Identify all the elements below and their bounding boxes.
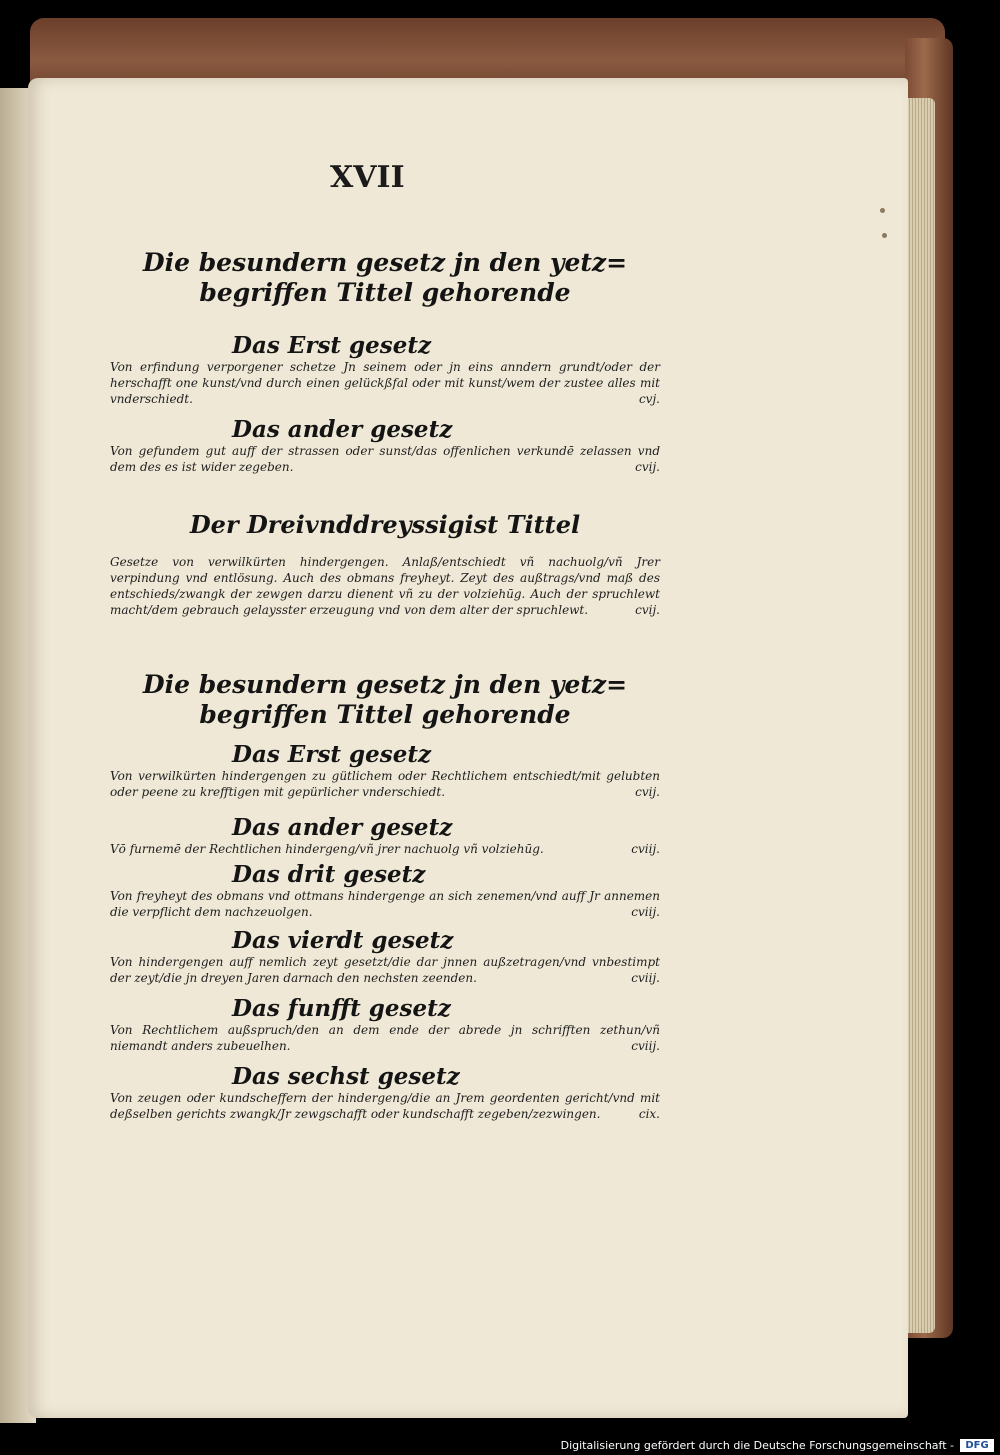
heading-line: Die besundern gesetz jn den yetz=	[142, 248, 628, 277]
law-text	[110, 954, 660, 986]
page-reference: cvij.	[631, 602, 660, 618]
page-reference: cvij.	[631, 459, 660, 475]
law-entry	[110, 928, 660, 986]
law-text	[110, 443, 660, 475]
law-entry	[110, 996, 660, 1054]
law-entry	[110, 333, 660, 407]
law-description: Von zeugen oder kundscheffern der hindergeng/die an Jrem geordenten gericht/vnd mit deßselben gerichts zwangk/Jr zewgschafft oder kundschafft zegeben/zezwingen.	[110, 1091, 660, 1121]
law-description: Vō furnemē der Rechtlichen hindergeng/vñ jrer nachuolg vñ volziehūg.	[110, 842, 544, 856]
heading-2	[110, 670, 660, 730]
law-description: Von verwilkürten hindergengen zu gütlichem oder Rechtlichem entschiedt/mit gelubten oder peene zu krefftigen mit gepürlicher vnderschiedt.	[110, 769, 660, 799]
law-description: Von gefundem gut auff der strassen oder sunst/das offenlichen verkundē zelassen vnd dem des es ist wider zegeben.	[110, 444, 660, 474]
page-reference: cviij.	[627, 970, 660, 986]
law-description: Von freyheyt des obmans vnd ottmans hindergenge an sich zenemen/vnd auff Jr annemen die verpflicht dem nachzeuolgen.	[110, 889, 660, 919]
law-description: Von erfindung verporgener schetze Jn seinem oder jn eins anndern grundt/oder der herschafft one kunst/vnd durch einen gelückßfal oder mit kunst/wem der zustee alles mit vnderschiedt.	[110, 360, 660, 406]
law-description: Von hindergengen auff nemlich zeyt gesetzt/die dar jnnen außzetragen/vnd vnbestimpt der zeyt/die jn dreyen Jaren darnach den nechsten zeenden.	[110, 955, 660, 985]
heading-line: begriffen Tittel gehorende	[199, 278, 571, 307]
page-reference: cvij.	[631, 784, 660, 800]
law-entry	[110, 815, 660, 857]
law-entry	[110, 862, 660, 920]
page-reference: cvj.	[635, 391, 660, 407]
section-33	[110, 510, 660, 618]
law-text	[110, 888, 660, 920]
law-entry	[110, 417, 660, 475]
law-title: Das ander gesetz	[232, 814, 453, 841]
paper-spot	[882, 233, 887, 238]
law-text	[110, 1090, 660, 1122]
law-title: Das drit gesetz	[232, 861, 426, 888]
law-title: Das Erst gesetz	[232, 741, 432, 768]
law-text	[110, 768, 660, 800]
law-title: Das Erst gesetz	[232, 332, 432, 359]
section-summary	[110, 554, 660, 618]
law-entry	[110, 1064, 660, 1122]
law-entry	[110, 742, 660, 800]
section-title: Der Dreivnddreyssigist Tittel	[189, 510, 581, 539]
dfg-logo: DFG	[960, 1439, 994, 1452]
law-text	[110, 1022, 660, 1054]
heading-1	[110, 248, 660, 308]
law-title: Das funfft gesetz	[232, 995, 451, 1022]
page-reference: cviij.	[627, 904, 660, 920]
paper-spot	[880, 208, 885, 213]
folio-number: XVII	[330, 160, 405, 195]
section-description: Gesetze von verwilkürten hindergengen. Anlaß/entschiedt vñ nachuolg/vñ Jrer verpindung vnd entlösung. Auch des obmans freyheyt. Zeyt des außtrags/vnd maß des entschieds/zwangk der zewgen darzu dienent vñ zu der volziehūg. Auch der spruchlewt macht/dem gebrauch gelaysster erzeugung vnd von dem alter der spruchlewt.	[110, 555, 660, 617]
law-title: Das vierdt gesetz	[232, 927, 454, 954]
law-text	[110, 359, 660, 407]
page-reference: cviij.	[627, 1038, 660, 1054]
funding-notice: Digitalisierung gefördert durch die Deutsche Forschungsgemeinschaft -	[560, 1439, 954, 1452]
law-title: Das sechst gesetz	[232, 1063, 460, 1090]
page-reference: cviij.	[627, 841, 660, 857]
page-reference: cix.	[635, 1106, 660, 1122]
law-description: Von Rechtlichem außspruch/den an dem ende der abrede jn schrifften zethun/vñ niemandt anders zubeuelhen.	[110, 1023, 660, 1053]
law-text	[110, 841, 660, 857]
law-title: Das ander gesetz	[232, 416, 453, 443]
heading-line: begriffen Tittel gehorende	[199, 700, 571, 729]
heading-line: Die besundern gesetz jn den yetz=	[142, 670, 628, 699]
